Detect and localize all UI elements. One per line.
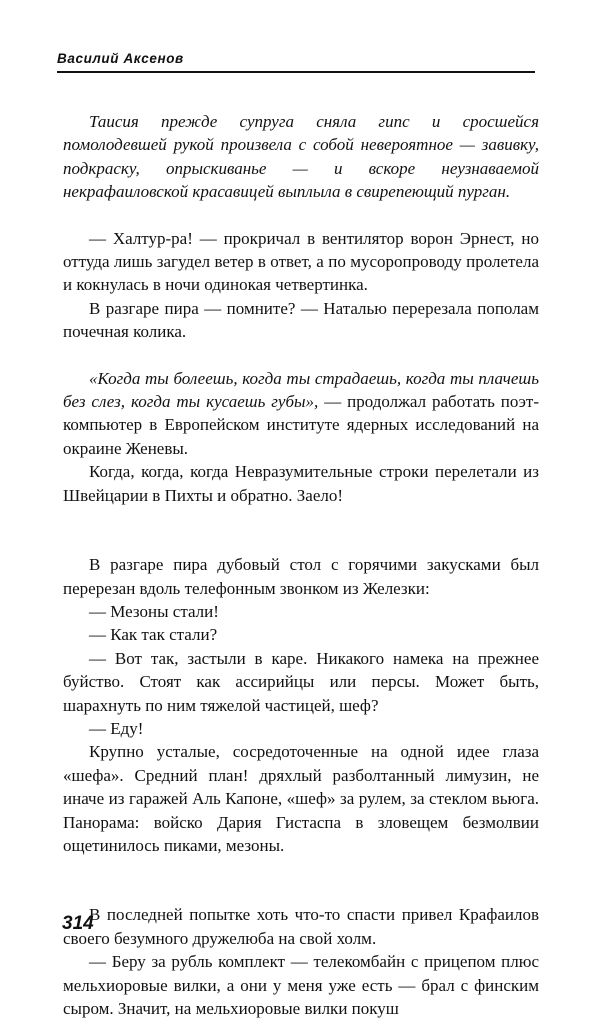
dialogue-line: — Еду!: [89, 718, 144, 738]
page-body: [63, 110, 539, 1020]
dialogue-line: — Вот так, застыли в каре. Никакого намека на прежнее буйство. Стоят как ассирийцы или персы. Может быть, шарахнуть по ним тяжелой частицей, шеф?: [63, 648, 539, 715]
paragraph-taisia: Таисия прежде супруга сняла гипс и сросшейся помолодевшей рукой произвела с собой невероятное — завивку, подкраску, опрыскиванье — и вскоре неузнаваемой некрафаиловской красавицей выплыла в свирепеющий пурган.: [63, 112, 539, 202]
dialogue-line: — Мезоны стали!: [89, 601, 219, 621]
poem-continuation: — продолжал работать поэт-компьютер в Европейском институте ядерных исследований на окраине Женевы.: [63, 392, 540, 458]
paragraph-chief: Крупно усталые, сосредоточенные на одной идее глаза «шефа». Средний план! дряхлый разболтанный лимузин, не иначе из гаражей Аль Капоне, «шеф» за рулем, за стеклом вьюга. Панорама: войско Дария Гистаспа в зловещем безмолвии ощетинилось пиками, мезоны.: [63, 742, 539, 855]
dialogue-line: — Как так стали?: [89, 625, 218, 645]
running-header-author: Василий Аксенов: [57, 51, 184, 66]
page-number: 314: [62, 913, 94, 934]
paragraph-computer-poem: [63, 367, 539, 461]
paragraph-natalia: В разгаре пира — помните? — Наталью перерезала пополам почечная колика.: [63, 298, 539, 342]
poem-quote: «Когда ты болеешь, когда ты страдаешь, когда ты плачешь без слез, когда ты кусаешь губы»,: [63, 368, 539, 412]
paragraph-tv-combine: — Беру за рубль комплект — телекомбайн с прицепом плюс мельхиоровые вилки, а они у меня уже есть — брал с финским сыром. Значит, на мельхиоровые вилки покуш: [63, 952, 539, 1018]
header-divider: [57, 71, 535, 73]
paragraph-feast-table: В разгаре пира дубовый стол с горячими закусками был перерезан вдоль телефонным звонком из Железки:: [63, 555, 539, 598]
paragraph-when: Когда, когда, когда Невразумительные строки перелетали из Швейцарии в Пихты и обратно. Заело!: [63, 462, 539, 505]
paragraph-ernest: — Халтур-ра! — прокричал в вентилятор ворон Эрнест, но оттуда лишь загудел ветер в ответ, а по мусоропроводу пролетела и кокнулась в ночи одинокая четвертинка.: [63, 228, 539, 295]
paragraph-last-attempt: В последней попытке хоть что-то спасти привел Крафаилов своего безумного дружелюба на свой холм.: [63, 905, 539, 948]
